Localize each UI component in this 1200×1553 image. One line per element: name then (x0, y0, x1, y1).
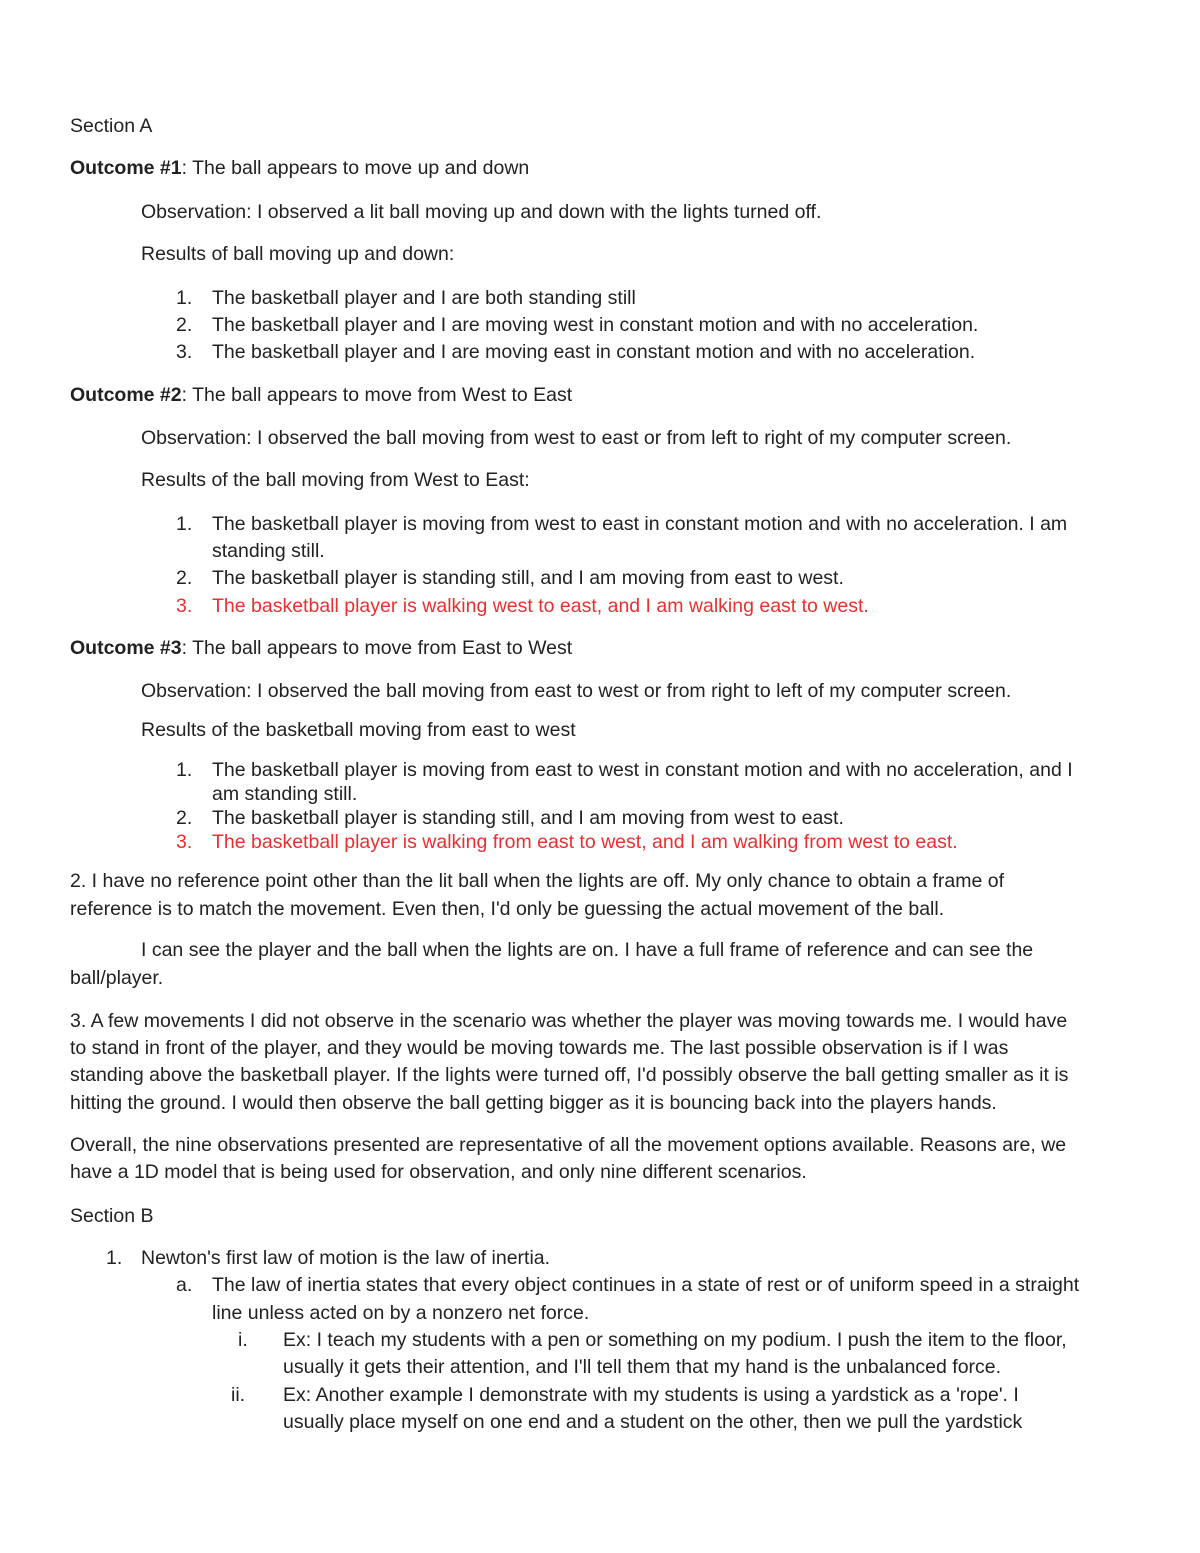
outcome-1-result-3: The basketball player and I are moving east in constant motion and with no acceleration. (212, 341, 976, 363)
section-b-item-a-letter: a. (176, 1274, 193, 1296)
outcome-2-result-2-number: 2. (176, 567, 193, 589)
outcome-1-line (70, 156, 529, 180)
outcome-2-observation: Observation: I observed the ball moving from west to east or from left to right of my computer screen. (141, 427, 1012, 449)
outcome-1-result-3-number: 3. (176, 341, 193, 363)
outcome-1-title: : The ball appears to move up and down (181, 157, 530, 179)
outcome-2-label: Outcome #2 (70, 384, 182, 406)
outcome-2-result-3: The basketball player is walking west to east, and I am walking east to west. (212, 595, 869, 617)
outcome-3-results-heading: Results of the basketball moving from east to west (141, 719, 576, 741)
outcome-2-result-1-line-1: The basketball player is moving from west to east in constant motion and with no acceleration. I am (212, 513, 1068, 535)
outcome-2-result-3-number: 3. (176, 595, 193, 617)
outcome-2-results-heading: Results of the ball moving from West to East: (141, 469, 530, 491)
overall-line-2: have a 1D model that is being used for observation, and only nine different scenarios. (70, 1161, 807, 1183)
outcome-3-result-2: The basketball player is standing still, and I am moving from west to east. (212, 807, 844, 829)
answer-2-line-1: 2. I have no reference point other than the lit ball when the lights are off. My only chance to obtain a frame of (70, 870, 1005, 892)
outcome-1-result-1-number: 1. (176, 287, 193, 309)
outcome-2-result-2: The basketball player is standing still, and I am moving from east to west. (212, 567, 844, 589)
section-b-item-i-line-1: Ex: I teach my students with a pen or something on my podium. I push the item to the floor, (283, 1329, 1067, 1351)
outcome-1-results-heading: Results of ball moving up and down: (141, 243, 455, 265)
section-b-item-i-numeral: i. (238, 1329, 248, 1351)
section-b-item-ii-numeral: ii. (231, 1384, 246, 1406)
section-a-heading: Section A (70, 115, 153, 137)
answer-2-line-4: ball/player. (70, 967, 164, 989)
outcome-3-result-1-line-2: am standing still. (212, 783, 358, 805)
outcome-3-result-2-number: 2. (176, 807, 193, 829)
outcome-3-observation: Observation: I observed the ball moving from east to west or from right to left of my computer screen. (141, 680, 1012, 702)
answer-2-line-3: I can see the player and the ball when the lights are on. I have a full frame of reference and can see the (141, 939, 1034, 961)
outcome-2-result-1-number: 1. (176, 513, 193, 535)
outcome-1-label: Outcome #1 (70, 157, 182, 179)
outcome-1-result-2: The basketball player and I are moving west in constant motion and with no acceleration. (212, 314, 979, 336)
outcome-1-result-1: The basketball player and I are both standing still (212, 287, 636, 309)
section-b-item-1-number: 1. (106, 1247, 123, 1269)
outcome-2-line (70, 383, 572, 407)
section-b-item-ii-line-2: usually place myself on one end and a student on the other, then we pull the yardstick (283, 1411, 1023, 1433)
outcome-3-title: : The ball appears to move from East to West (181, 637, 573, 659)
overall-line-1: Overall, the nine observations presented are representative of all the movement options available. Reasons are, we (70, 1134, 1067, 1156)
outcome-3-label: Outcome #3 (70, 637, 182, 659)
answer-3-line-4: hitting the ground. I would then observe the ball getting bigger as it is bouncing back into the players hands. (70, 1092, 997, 1114)
section-b-item-a-line-1: The law of inertia states that every object continues in a state of rest or of uniform speed in a straight (212, 1274, 1080, 1296)
answer-2-line-2: reference is to match the movement. Even then, I'd only be guessing the actual movement of the ball. (70, 898, 945, 920)
section-b-item-1: Newton's first law of motion is the law of inertia. (141, 1247, 551, 1269)
section-b-item-i-line-2: usually it gets their attention, and I'll tell them that my hand is the unbalanced force. (283, 1356, 1002, 1378)
section-b-item-ii-line-1: Ex: Another example I demonstrate with my students is using a yardstick as a 'rope'. I (283, 1384, 1019, 1406)
outcome-3-result-1-number: 1. (176, 759, 193, 781)
answer-3-line-1: 3. A few movements I did not observe in the scenario was whether the player was moving towards me. I would have (70, 1010, 1068, 1032)
outcome-2-title: : The ball appears to move from West to East (181, 384, 573, 406)
outcome-3-line (70, 636, 572, 660)
outcome-2-result-1-line-2: standing still. (212, 540, 325, 562)
outcome-3-result-3: The basketball player is walking from east to west, and I am walking from west to east. (212, 831, 958, 853)
answer-3-line-3: standing above the basketball player. If the lights were turned off, I'd possibly observe the ball getting smaller as it is (70, 1064, 1069, 1086)
outcome-3-result-1-line-1: The basketball player is moving from east to west in constant motion and with no acceleration, and I (212, 759, 1073, 781)
outcome-1-result-2-number: 2. (176, 314, 193, 336)
outcome-3-result-3-number: 3. (176, 831, 193, 853)
answer-3-line-2: to stand in front of the player, and they would be moving towards me. The last possible observation is if I was (70, 1037, 1009, 1059)
section-b-heading: Section B (70, 1205, 154, 1227)
section-b-item-a-line-2: line unless acted on by a nonzero net force. (212, 1302, 590, 1324)
outcome-1-observation: Observation: I observed a lit ball moving up and down with the lights turned off. (141, 201, 822, 223)
